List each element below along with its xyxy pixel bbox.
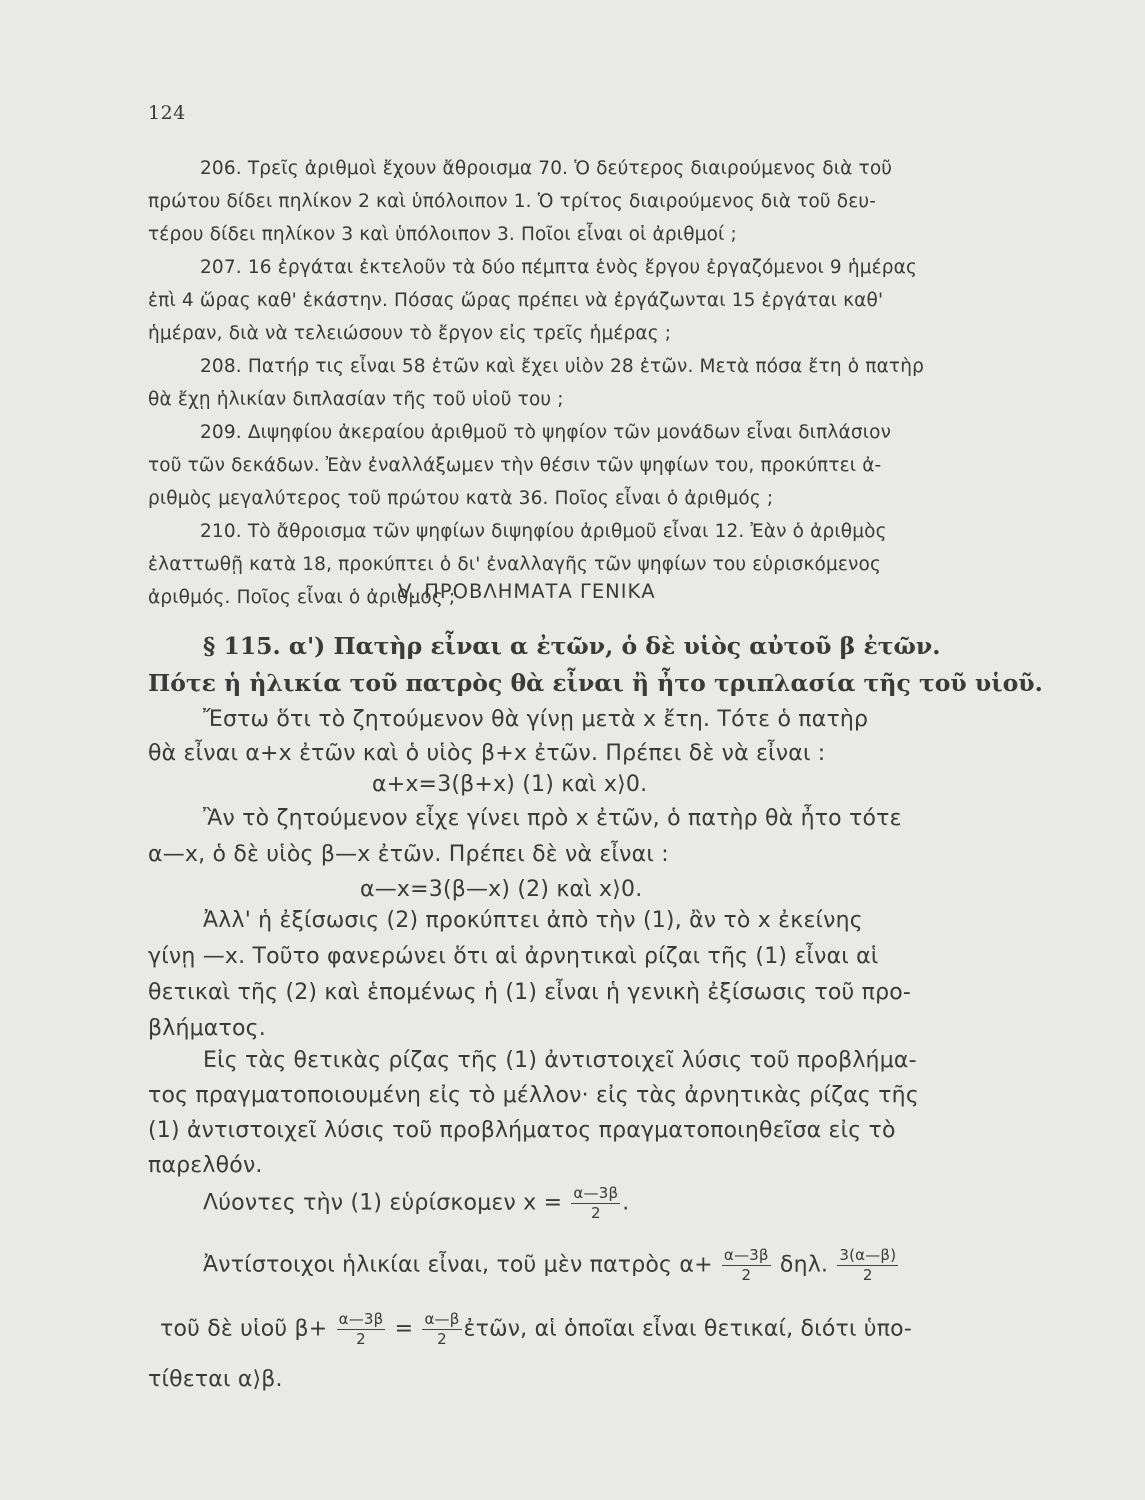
son-fraction-1-denominator: 2 xyxy=(356,1329,366,1348)
section-115-heading-line-2: Πότε ἡ ἡλικία τοῦ πατρὸς θὰ εἶναι ἢ ἦτο τριπλασία τῆς τοῦ υἱοῦ. xyxy=(148,669,1043,697)
body-line-7: θετικαὶ τῆς (2) καὶ ἑπομένως ἡ (1) εἶναι ἡ γενικὴ ἐξίσωσις τοῦ προ- xyxy=(148,980,912,1005)
body-line-9: Εἰς τὰς θετικὰς ρίζας τῆς (1) ἀντιστοιχεῖ λύσις τοῦ προβλήμα- xyxy=(203,1048,917,1073)
body-line-5: Ἀλλ' ἡ ἐξίσωσις (2) προκύπτει ἀπὸ τὴν (1), ἂν τὸ x ἐκείνης xyxy=(203,908,863,933)
body-line-11: (1) ἀντιστοιχεῖ λύσις τοῦ προβλήματος πραγματοποιηθεῖσα εἰς τὸ xyxy=(148,1118,896,1143)
problem-208-line-2: θὰ ἔχῃ ἡλικίαν διπλασίαν τῆς τοῦ υἱοῦ του ; xyxy=(148,389,564,410)
body-line-3: Ἂν τὸ ζητούμενον εἶχε γίνει πρὸ x ἐτῶν, ὁ πατὴρ θὰ ἦτο τότε xyxy=(203,806,902,831)
problem-210-line-2: ἐλαττωθῇ κατὰ 18, προκύπτει ὁ δι' ἐναλλαγῆς τῶν ψηφίων του εὑρισκόμενος xyxy=(148,554,882,575)
son-line xyxy=(160,1310,912,1349)
problem-207-line-2: ἐπὶ 4 ὥρας καθ' ἑκάστην. Πόσας ὥρας πρέπει νὰ ἐργάζωνται 15 ἐργάται καθ' xyxy=(148,290,884,311)
ages-fraction-1-numerator: α—3β xyxy=(723,1246,769,1264)
solve-fraction xyxy=(571,1184,620,1223)
ages-fraction-2 xyxy=(837,1246,898,1285)
section-title: V. ΠΡΟΒΛΗΜΑΤΑ ΓΕΝΙΚΑ xyxy=(398,580,656,603)
problem-209-line-3: ριθμὸς μεγαλύτερος τοῦ πρώτου κατὰ 36. Ποῖος εἶναι ὁ ἀριθμός ; xyxy=(148,488,774,509)
ages-fraction-2-denominator: 2 xyxy=(862,1265,873,1284)
son-fraction-1 xyxy=(337,1310,386,1349)
solve-period: . xyxy=(622,1190,630,1216)
problem-206-line-1: 206. Τρεῖς ἀριθμοὶ ἔχουν ἄθροισμα 70. Ὁ δεύτερος διαιρούμενος διὰ τοῦ xyxy=(200,158,893,179)
ages-abbrev: δηλ. xyxy=(779,1252,829,1278)
problem-206-line-3: τέρου δίδει πηλίκον 3 καὶ ὑπόλοιπον 3. Ποῖοι εἶναι οἱ ἀριθμοί ; xyxy=(148,224,737,245)
body-line-6: γίνῃ —x. Τοῦτο φανερώνει ὅτι αἱ ἀρνητικαὶ ρίζαι τῆς (1) εἶναι αἱ xyxy=(148,944,879,969)
ages-text: Ἀντίστοιχοι ἡλικίαι εἶναι, τοῦ μὲν πατρὸς α+ xyxy=(203,1252,713,1278)
ages-fraction-2-numerator: 3(α—β) xyxy=(839,1246,897,1264)
solve-line xyxy=(203,1184,629,1223)
son-fraction-1-numerator: α—3β xyxy=(338,1310,384,1328)
ages-fraction-1-denominator: 2 xyxy=(741,1265,752,1284)
solve-text: Λύοντες τὴν (1) εὑρίσκομεν x = xyxy=(203,1190,563,1216)
son-fraction-2-numerator: α—β xyxy=(424,1310,460,1328)
equation-2: α—x=3(β—x) (2) καὶ x⟩0. xyxy=(360,877,643,902)
last-line: τίθεται α⟩β. xyxy=(148,1367,283,1392)
son-text: τοῦ δὲ υἱοῦ β+ xyxy=(160,1316,328,1342)
equation-1: α+x=3(β+x) (1) καὶ x⟩0. xyxy=(372,772,648,797)
problem-207-line-3: ἡμέραν, διὰ νὰ τελειώσουν τὸ ἔργον εἰς τρεῖς ἡμέρας ; xyxy=(148,323,672,344)
son-text-end: ἐτῶν, αἱ ὁποῖαι εἶναι θετικαί, διότι ὑπο- xyxy=(463,1316,912,1342)
son-equals: = xyxy=(394,1316,414,1342)
son-fraction-2 xyxy=(422,1310,461,1349)
son-fraction-2-denominator: 2 xyxy=(437,1329,447,1348)
ages-fraction-1 xyxy=(722,1246,771,1285)
body-line-4: α—x, ὁ δὲ υἱὸς β—x ἐτῶν. Πρέπει δὲ νὰ εἶναι : xyxy=(148,842,669,867)
section-115-heading-line-1: § 115. α') Πατὴρ εἶναι α ἐτῶν, ὁ δὲ υἱὸς αὐτοῦ β ἐτῶν. xyxy=(203,632,941,660)
body-line-12: παρελθόν. xyxy=(148,1153,263,1178)
body-line-2: θὰ εἶναι α+x ἐτῶν καὶ ὁ υἱὸς β+x ἐτῶν. Πρέπει δὲ νὰ εἶναι : xyxy=(148,741,826,766)
ages-line xyxy=(203,1246,900,1285)
page-number: 124 xyxy=(148,102,186,124)
problem-209-line-1: 209. Διψηφίου ἀκεραίου ἀριθμοῦ τὸ ψηφίον τῶν μονάδων εἶναι διπλάσιον xyxy=(200,422,892,443)
problem-207-line-1: 207. 16 ἐργάται ἐκτελοῦν τὰ δύο πέμπτα ἑνὸς ἔργου ἐργαζόμενοι 9 ἡμέρας xyxy=(200,257,918,278)
body-line-1: Ἔστω ὅτι τὸ ζητούμενον θὰ γίνῃ μετὰ x ἔτη. Τότε ὁ πατὴρ xyxy=(203,707,869,732)
body-line-10: τος πραγματοποιουμένη εἰς τὸ μέλλον· εἰς τὰς ἀρνητικὰς ρίζας τῆς xyxy=(148,1083,919,1108)
problem-208-line-1: 208. Πατήρ τις εἶναι 58 ἐτῶν καὶ ἔχει υἱὸν 28 ἐτῶν. Μετὰ πόσα ἔτη ὁ πατὴρ xyxy=(200,356,924,377)
solve-fraction-numerator: α—3β xyxy=(573,1184,619,1202)
solve-fraction-denominator: 2 xyxy=(590,1203,601,1222)
problem-210-line-1: 210. Τὸ ἄθροισμα τῶν ψηφίων διψηφίου ἀριθμοῦ εἶναι 12. Ἐὰν ὁ ἀριθμὸς xyxy=(200,521,887,542)
body-line-8: βλήματος. xyxy=(148,1016,266,1041)
problem-209-line-2: τοῦ τῶν δεκάδων. Ἐὰν ἐναλλάξωμεν τὴν θέσιν τῶν ψηφίων του, προκύπτει ἀ- xyxy=(148,455,882,476)
problem-210-line-3: ἀριθμός. Ποῖος εἶναι ὁ ἀριθμός ; xyxy=(148,587,456,608)
problem-206-line-2: πρώτου δίδει πηλίκον 2 καὶ ὑπόλοιπον 1. Ὁ τρίτος διαιρούμενος διὰ τοῦ δευ- xyxy=(148,191,877,212)
